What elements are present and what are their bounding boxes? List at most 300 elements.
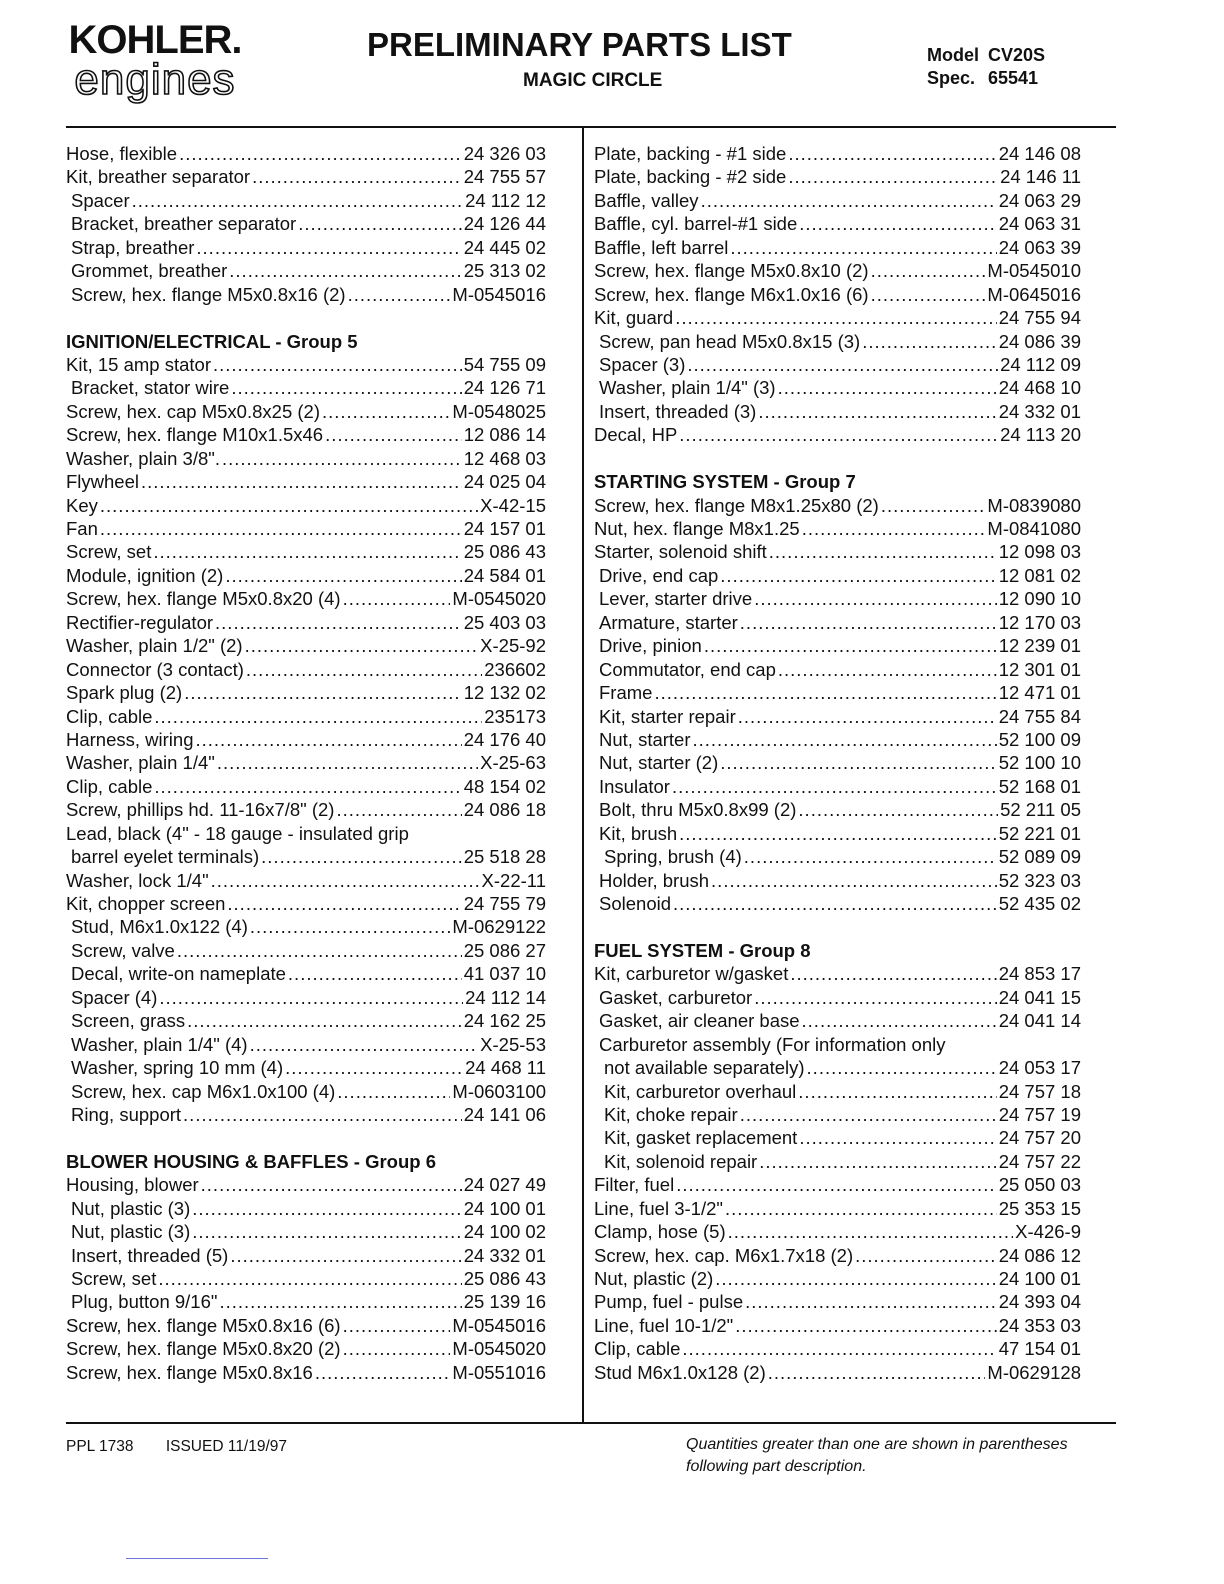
- part-number: 12 081 02: [998, 564, 1081, 586]
- part-number: M-0545016: [452, 1314, 546, 1336]
- leader-dots: [184, 681, 461, 704]
- part-row: [66, 939, 546, 962]
- part-description: Kit, gasket replacement: [604, 1127, 798, 1149]
- part-number: M-0839080: [987, 494, 1081, 516]
- section-heading: STARTING SYSTEM - Group 7: [594, 471, 856, 493]
- part-number: 25 086 43: [463, 541, 546, 563]
- part-number: M-0603100: [452, 1080, 546, 1102]
- part-row: [594, 1056, 1081, 1079]
- part-number: 24 755 94: [998, 307, 1081, 329]
- part-number: 25 086 27: [463, 939, 546, 961]
- leader-dots: [325, 423, 462, 446]
- leader-dots: [687, 353, 998, 376]
- part-number: 24 176 40: [463, 728, 546, 750]
- part-description: Washer, plain 1/4" (4): [71, 1033, 248, 1055]
- leader-dots: [336, 798, 461, 821]
- part-description: Screw, hex. cap. M6x1.7x18 (2): [594, 1244, 854, 1266]
- leader-dots: [725, 1197, 997, 1220]
- part-description: Plug, button 9/16": [71, 1291, 218, 1313]
- part-number: 52 168 01: [998, 775, 1081, 797]
- part-number: 24 757 22: [998, 1150, 1081, 1172]
- part-description: Kit, solenoid repair: [604, 1150, 758, 1172]
- leader-dots: [754, 587, 996, 610]
- part-description: Carburetor assembly (For information only: [599, 1033, 946, 1055]
- part-number: 24 757 18: [998, 1080, 1081, 1102]
- part-number: 24 755 84: [998, 705, 1081, 727]
- part-number: X-22-11: [481, 869, 546, 891]
- part-number: X-426-9: [1015, 1221, 1081, 1243]
- leader-dots: [298, 212, 461, 235]
- part-row: [66, 423, 546, 446]
- part-number: 24 755 79: [463, 893, 546, 914]
- part-row: [66, 376, 546, 399]
- part-description: Filter, fuel: [594, 1174, 675, 1196]
- leader-dots: [730, 236, 996, 259]
- part-number: 24 112 09: [1000, 353, 1081, 375]
- leader-dots: [798, 1080, 996, 1103]
- part-number: 41 037 10: [463, 963, 546, 985]
- part-row: [66, 634, 546, 657]
- leader-dots: [862, 330, 996, 353]
- part-number: X-25-53: [480, 1033, 546, 1055]
- leader-dots: [715, 1267, 996, 1290]
- leader-dots: [141, 470, 462, 493]
- leader-dots: [855, 1244, 997, 1267]
- part-description: Rectifier-regulator: [66, 611, 214, 633]
- part-number: 25 139 16: [463, 1291, 546, 1313]
- part-row: [594, 517, 1081, 540]
- part-description: Screw, hex. flange M5x0.8x10 (2): [594, 260, 869, 282]
- part-number: 12 301 01: [998, 658, 1081, 680]
- section-heading: IGNITION/ELECTRICAL - Group 5: [66, 330, 358, 352]
- part-row: [66, 869, 546, 892]
- part-number: 52 089 09: [998, 846, 1081, 868]
- leader-dots: [225, 564, 461, 587]
- part-number: X-25-63: [480, 752, 546, 774]
- part-number: 24 100 01: [998, 1268, 1081, 1289]
- leader-dots: [759, 1150, 996, 1173]
- part-description: Baffle, valley: [594, 189, 699, 211]
- part-number: M-0629128: [987, 1361, 1081, 1383]
- part-number: X-25-92: [480, 635, 546, 657]
- leader-dots: [315, 1361, 451, 1384]
- part-description: Washer, plain 1/4": [66, 752, 215, 774]
- part-description: Insert, threaded (5): [71, 1244, 229, 1266]
- leader-dots: [693, 728, 997, 751]
- part-row: [594, 1009, 1081, 1032]
- part-description: Screw, hex. cap M5x0.8x25 (2): [66, 400, 320, 422]
- leader-dots: [158, 1267, 461, 1290]
- part-description: Starter, solenoid shift: [594, 541, 767, 563]
- spec-label: Spec.: [927, 68, 976, 88]
- part-number: 52 221 01: [998, 822, 1081, 844]
- part-number: 25 353 15: [998, 1197, 1081, 1219]
- part-row: [594, 611, 1081, 634]
- part-description: Pump, fuel - pulse: [594, 1291, 744, 1313]
- part-row: [66, 1244, 546, 1267]
- link-underline: [126, 1558, 268, 1559]
- leader-dots: [802, 517, 986, 540]
- part-number: 24 041 15: [998, 986, 1081, 1008]
- leader-dots: [192, 1220, 461, 1243]
- leader-dots: [672, 775, 997, 798]
- document-subtitle: MAGIC CIRCLE: [523, 70, 663, 91]
- part-row: [594, 1361, 1081, 1384]
- part-number: 24 063 31: [998, 213, 1081, 235]
- leader-dots: [159, 986, 463, 1009]
- spec-value: 65541: [988, 68, 1039, 88]
- part-row: [66, 798, 546, 821]
- leader-dots: [744, 845, 997, 868]
- part-number: M-0548025: [452, 400, 546, 422]
- part-description: Kit, carburetor w/gasket: [594, 963, 789, 985]
- part-row: [594, 1150, 1081, 1173]
- section-gap: [66, 306, 546, 329]
- leader-dots: [322, 400, 450, 423]
- leader-dots: [177, 939, 462, 962]
- leader-dots: [231, 376, 461, 399]
- part-description: Screw, hex. flange M6x1.0x16 (6): [594, 283, 869, 305]
- part-number: M-0645016: [987, 283, 1081, 305]
- part-row: [594, 494, 1081, 517]
- part-description: Gasket, carburetor: [599, 986, 753, 1008]
- part-number: 235173: [484, 705, 546, 727]
- footer-note: [686, 1434, 1068, 1478]
- part-row: [66, 962, 546, 985]
- part-row: [66, 1080, 546, 1103]
- part-number: 24 332 01: [998, 400, 1081, 422]
- part-number: 12 098 03: [998, 541, 1081, 563]
- part-description: Nut, starter: [599, 728, 691, 750]
- section-gap: [66, 1126, 546, 1149]
- part-description: Lead, black (4" - 18 gauge - insulated grip: [66, 822, 409, 844]
- part-number: 12 471 01: [998, 682, 1081, 704]
- part-number: 52 323 03: [998, 869, 1081, 891]
- part-row: [594, 892, 1081, 915]
- part-number: 24 332 01: [463, 1244, 546, 1266]
- part-row: [594, 587, 1081, 610]
- section-gap: [594, 447, 1081, 470]
- part-number: 24 086 18: [463, 799, 546, 821]
- part-row: [594, 1267, 1081, 1290]
- leader-dots: [778, 658, 997, 681]
- part-description: Screw, hex. flange M5x0.8x16 (2): [71, 283, 346, 305]
- leader-dots: [179, 142, 462, 165]
- part-number: 24 113 20: [1000, 424, 1081, 446]
- leader-dots: [154, 705, 482, 728]
- part-row: [66, 1009, 546, 1032]
- part-number: 24 757 19: [998, 1103, 1081, 1125]
- part-description: Kit, 15 amp stator: [66, 353, 211, 375]
- part-row: [594, 259, 1081, 282]
- part-row: [594, 189, 1081, 212]
- part-number: 52 435 02: [998, 893, 1081, 914]
- part-description: Armature, starter: [599, 611, 738, 633]
- part-description: Screw, hex. flange M5x0.8x20 (2): [66, 1338, 341, 1360]
- part-description: Washer, plain 1/2" (2): [66, 635, 243, 657]
- leader-dots: [227, 892, 461, 915]
- part-description: Screw, hex. flange M10x1.5x46: [66, 424, 324, 446]
- part-description: Plate, backing - #2 side: [594, 166, 787, 188]
- part-row: [66, 1056, 546, 1079]
- part-number: 24 755 57: [463, 166, 546, 188]
- part-number: 25 518 28: [463, 846, 546, 868]
- part-row: [594, 353, 1081, 376]
- part-row: [594, 1314, 1081, 1337]
- part-description: Clip, cable: [66, 705, 153, 727]
- part-row: [594, 798, 1081, 821]
- part-row: [594, 236, 1081, 259]
- leader-dots: [288, 962, 462, 985]
- part-description: Harness, wiring: [66, 728, 194, 750]
- part-number: 24 053 17: [998, 1057, 1081, 1079]
- part-row: [594, 845, 1081, 868]
- section-heading: BLOWER HOUSING & BAFFLES - Group 6: [66, 1150, 436, 1172]
- part-number: 24 468 10: [998, 377, 1081, 399]
- part-number: 24 468 11: [465, 1057, 546, 1079]
- leader-dots: [343, 587, 451, 610]
- part-description: Housing, blower: [66, 1174, 199, 1196]
- part-description: Decal, HP: [594, 424, 678, 446]
- part-row: [594, 705, 1081, 728]
- part-row: [66, 283, 546, 306]
- part-description: Baffle, cyl. barrel-#1 side: [594, 213, 798, 235]
- parts-column-right: [594, 142, 1081, 1384]
- part-description: Screw, hex. flange M5x0.8x20 (4): [66, 588, 341, 610]
- leader-dots: [682, 1337, 996, 1360]
- leader-dots: [100, 517, 462, 540]
- leader-dots: [807, 1056, 997, 1079]
- part-number: 24 126 44: [463, 213, 546, 235]
- part-row: [66, 728, 546, 751]
- part-description: Insert, threaded (3): [599, 400, 757, 422]
- part-row: [594, 1103, 1081, 1126]
- leader-dots: [802, 1009, 997, 1032]
- leader-dots: [881, 494, 986, 517]
- part-row: [594, 212, 1081, 235]
- model-value: CV20S: [988, 45, 1046, 65]
- section-heading: FUEL SYSTEM - Group 8: [594, 939, 811, 961]
- part-description: Washer, plain 1/4" (3): [599, 377, 776, 399]
- model-label: Model: [927, 45, 979, 65]
- leader-dots: [215, 611, 462, 634]
- part-row: [594, 423, 1081, 446]
- part-description: Screw, set: [71, 1268, 157, 1289]
- leader-dots: [219, 1290, 461, 1313]
- part-number: 24 041 14: [998, 1010, 1081, 1032]
- part-number: M-0545020: [452, 1338, 546, 1360]
- part-row: [66, 681, 546, 704]
- leader-dots: [720, 751, 996, 774]
- part-row: [66, 1197, 546, 1220]
- part-row: [66, 1290, 546, 1313]
- logo-kohler-text: KOHLER.: [68, 18, 242, 62]
- footer-note-line: following part description.: [686, 1458, 867, 1475]
- part-number: 24 025 04: [463, 471, 546, 493]
- leader-dots: [798, 798, 998, 821]
- part-number: X-42-15: [480, 494, 546, 516]
- part-number: M-0545020: [452, 588, 546, 610]
- part-row: [66, 775, 546, 798]
- leader-dots: [679, 822, 997, 845]
- part-number: 25 313 02: [463, 260, 546, 282]
- part-row: [66, 611, 546, 634]
- leader-dots: [217, 751, 478, 774]
- part-number: 12 468 03: [463, 447, 546, 469]
- leader-dots: [348, 283, 451, 306]
- leader-dots: [799, 212, 996, 235]
- part-number: 24 146 08: [998, 143, 1081, 164]
- leader-dots: [754, 986, 996, 1009]
- leader-dots: [285, 1056, 463, 1079]
- leader-dots: [261, 845, 462, 868]
- leader-dots: [246, 658, 482, 681]
- part-description: Frame: [599, 682, 653, 704]
- part-row: [594, 283, 1081, 306]
- leader-dots: [740, 611, 997, 634]
- part-description: Clamp, hose (5): [594, 1221, 726, 1243]
- part-row: [66, 540, 546, 563]
- part-description: Screw, hex. cap M6x1.0x100 (4): [71, 1080, 336, 1102]
- part-row: [594, 1197, 1081, 1220]
- part-description: Grommet, breather: [71, 260, 228, 282]
- leader-dots: [768, 1361, 986, 1384]
- part-number: 25 403 03: [463, 611, 546, 633]
- part-row: [66, 915, 546, 938]
- part-description: Stud M6x1.0x128 (2): [594, 1361, 766, 1383]
- part-number: 12 132 02: [463, 682, 546, 704]
- logo-engines-text: engines: [74, 55, 236, 104]
- leader-dots: [676, 1173, 996, 1196]
- part-row: [66, 587, 546, 610]
- part-description: Screw, pan head M5x0.8x15 (3): [599, 330, 861, 352]
- part-number: 24 063 39: [998, 236, 1081, 258]
- leader-dots: [673, 892, 997, 915]
- column-divider: [582, 126, 584, 1424]
- part-number: 236602: [484, 658, 546, 680]
- part-row: [66, 1314, 546, 1337]
- part-row: [66, 658, 546, 681]
- part-row: [594, 1173, 1081, 1196]
- leader-dots: [245, 634, 479, 657]
- part-row: [594, 1220, 1081, 1243]
- leader-dots: [201, 1173, 462, 1196]
- part-description: Holder, brush: [599, 869, 710, 891]
- part-row: [594, 822, 1081, 845]
- part-row: [594, 1126, 1081, 1149]
- part-description: Kit, choke repair: [604, 1103, 738, 1125]
- part-number: 24 086 39: [998, 330, 1081, 352]
- kohler-engines-logo: [66, 18, 256, 104]
- part-description: Line, fuel 3-1/2": [594, 1197, 723, 1219]
- part-description: Washer, spring 10 mm (4): [71, 1057, 284, 1079]
- part-description: not available separately): [604, 1057, 805, 1079]
- leader-dots: [211, 869, 480, 892]
- part-row: [594, 634, 1081, 657]
- part-number: 12 090 10: [998, 588, 1081, 610]
- part-description: Bracket, stator wire: [71, 377, 230, 399]
- part-description: Screw, hex. flange M5x0.8x16: [66, 1361, 313, 1383]
- part-row: [594, 962, 1081, 985]
- part-row: [66, 165, 546, 188]
- part-number: 24 757 20: [998, 1127, 1081, 1149]
- part-description: Fan: [66, 518, 98, 539]
- part-description: Connector (3 contact): [66, 658, 244, 680]
- part-row: [594, 658, 1081, 681]
- part-description: Screw, hex. flange M5x0.8x16 (6): [66, 1314, 341, 1336]
- leader-dots: [758, 400, 996, 423]
- part-description: Washer, plain 3/8".: [66, 447, 220, 469]
- part-number: 24 353 03: [998, 1314, 1081, 1336]
- part-row: [594, 728, 1081, 751]
- leader-dots: [222, 447, 462, 470]
- leader-dots: [153, 540, 461, 563]
- part-description: Kit, breather separator: [66, 166, 251, 188]
- leader-dots: [654, 681, 996, 704]
- part-number: M-0545016: [452, 283, 546, 305]
- footer-note-line: Quantities greater than one are shown in parentheses: [686, 1436, 1068, 1453]
- part-description: Clip, cable: [66, 775, 153, 797]
- leader-dots: [740, 1103, 997, 1126]
- part-description: Drive, end cap: [599, 564, 719, 586]
- part-number: 24 100 01: [463, 1197, 546, 1219]
- part-number: 24 086 12: [998, 1244, 1081, 1266]
- part-row: [594, 1080, 1081, 1103]
- part-description: Stud, M6x1.0x122 (4): [71, 916, 248, 938]
- part-description: Ring, support: [71, 1103, 182, 1125]
- part-description: Nut, starter (2): [599, 752, 719, 774]
- leader-dots: [100, 494, 478, 517]
- leader-dots: [154, 775, 461, 798]
- part-description: Bracket, breather separator: [71, 213, 297, 235]
- part-description: Spacer: [71, 189, 130, 211]
- document-title: PRELIMINARY PARTS LIST: [367, 26, 792, 63]
- part-row: [66, 259, 546, 282]
- part-number: 24 112 12: [465, 189, 546, 211]
- part-number: 24 141 06: [463, 1103, 546, 1125]
- part-description: Module, ignition (2): [66, 564, 224, 586]
- part-row: [594, 400, 1081, 423]
- leader-dots: [728, 1220, 1014, 1243]
- leader-dots: [250, 1033, 479, 1056]
- part-row: [594, 681, 1081, 704]
- part-row: [66, 517, 546, 540]
- part-row: [66, 212, 546, 235]
- part-row: [66, 986, 546, 1009]
- part-number: 24 584 01: [463, 564, 546, 586]
- leader-dots: [788, 165, 998, 188]
- part-number: 25 086 43: [463, 1268, 546, 1289]
- part-description: Plate, backing - #1 side: [594, 143, 787, 164]
- part-number: M-0841080: [987, 518, 1081, 539]
- part-description: Screw, phillips hd. 11-16x7/8" (2): [66, 799, 335, 821]
- part-description: Kit, starter repair: [599, 705, 736, 727]
- leader-dots: [132, 189, 463, 212]
- part-number: 12 170 03: [998, 611, 1081, 633]
- part-number: 52 211 05: [1000, 799, 1081, 821]
- part-description: Clip, cable: [594, 1338, 681, 1360]
- part-number: 24 162 25: [463, 1010, 546, 1032]
- part-description: Gasket, air cleaner base: [599, 1010, 800, 1032]
- part-description: Spring, brush (4): [604, 846, 742, 868]
- leader-dots: [735, 1314, 996, 1337]
- part-number: 52 100 10: [998, 752, 1081, 774]
- footer-divider: [66, 1422, 1116, 1424]
- part-description: Nut, plastic (2): [594, 1268, 714, 1289]
- leader-dots: [187, 1009, 462, 1032]
- leader-dots: [704, 634, 997, 657]
- part-row: [594, 564, 1081, 587]
